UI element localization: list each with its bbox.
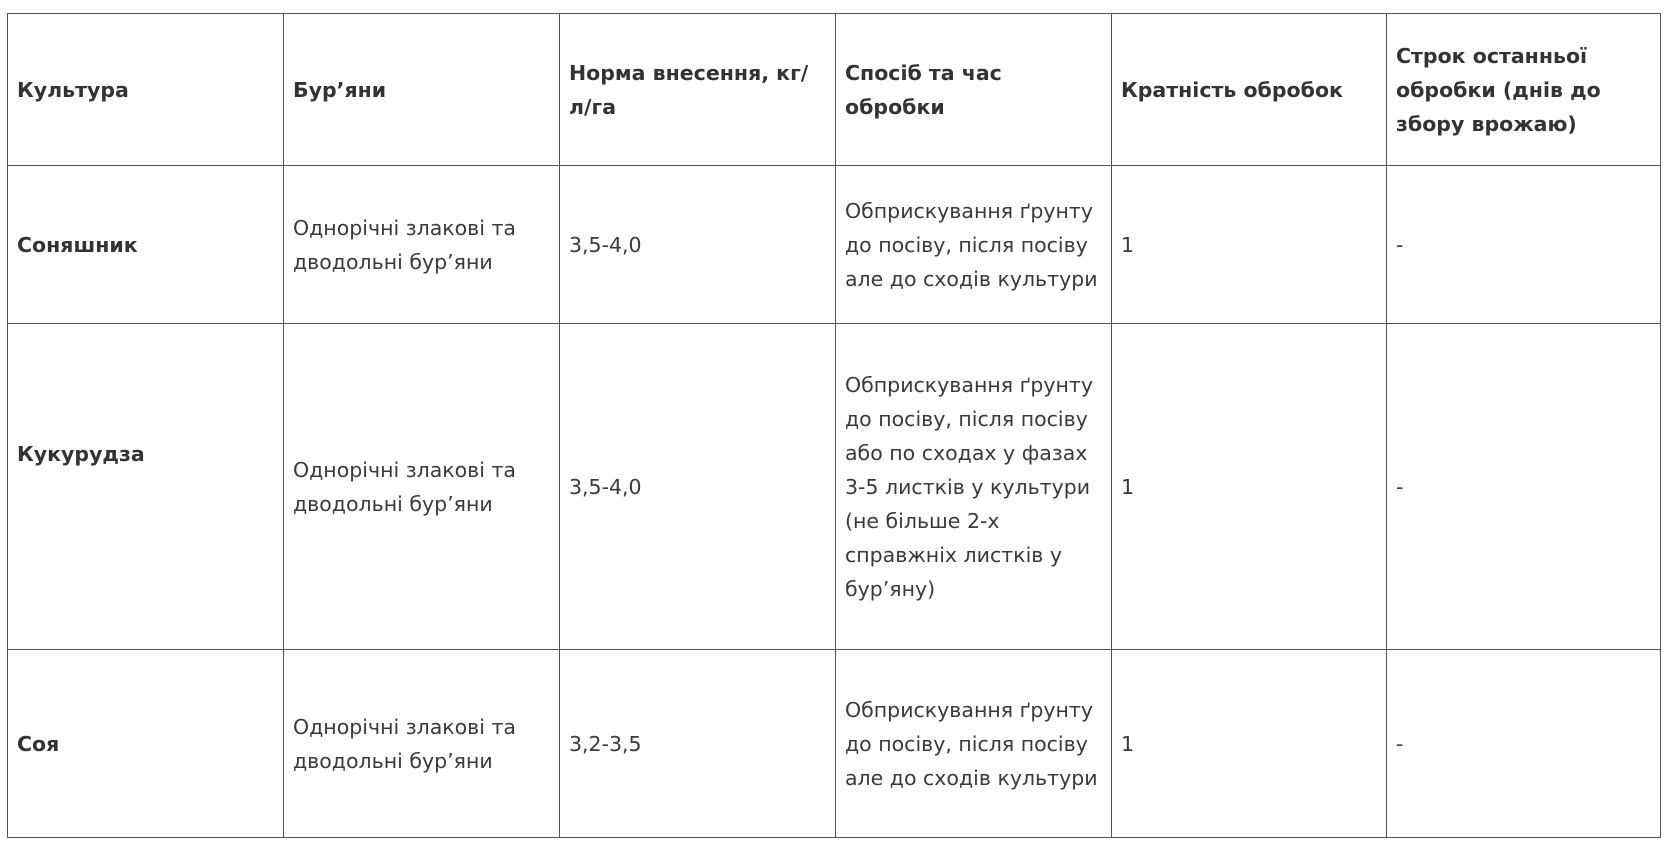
header-weeds: Бур’яни <box>284 14 560 166</box>
cell-method: Обприскування ґрунту до посіву, після посіву або по сходах у фазах 3-5 листків у культури (не більше 2-х справжніх листків у бур’яну) <box>836 324 1112 650</box>
cell-crop: Соя <box>8 650 284 838</box>
clipped-heading-fragment <box>0 0 1666 4</box>
table-row <box>8 166 1661 324</box>
cell-frequency: 1 <box>1112 166 1387 324</box>
cell-crop <box>8 324 284 650</box>
header-row <box>8 14 1661 166</box>
cell-last-treatment: - <box>1387 324 1661 650</box>
cell-method: Обприскування ґрунту до посіву, після посіву але до сходів культури <box>836 650 1112 838</box>
header-frequency: Кратність обробок <box>1112 14 1387 166</box>
cell-method: Обприскування ґрунту до посіву, після посіву але до сходів культури <box>836 166 1112 324</box>
table-body <box>8 166 1661 838</box>
cell-rate: 3,5-4,0 <box>560 324 836 650</box>
header-last-treatment: Строк останньої обробки (днів до збору врожаю) <box>1387 14 1661 166</box>
header-rate: Норма внесення, кг/л/га <box>560 14 836 166</box>
cell-last-treatment: - <box>1387 650 1661 838</box>
table-row <box>8 650 1661 838</box>
header-method: Спосіб та час обробки <box>836 14 1112 166</box>
cell-last-treatment: - <box>1387 166 1661 324</box>
cell-rate: 3,5-4,0 <box>560 166 836 324</box>
cell-rate: 3,2-3,5 <box>560 650 836 838</box>
header-crop: Культура <box>8 14 284 166</box>
cell-frequency: 1 <box>1112 324 1387 650</box>
table-row <box>8 324 1661 650</box>
cell-crop-text: Кукурудза <box>17 441 145 466</box>
cell-weeds: Однорічні злакові та дводольні бур’яни <box>284 650 560 838</box>
table-header <box>8 14 1661 166</box>
cell-frequency: 1 <box>1112 650 1387 838</box>
cell-crop: Соняшник <box>8 166 284 324</box>
registration-table <box>7 13 1661 838</box>
cell-weeds: Однорічні злакові та дводольні бур’яни <box>284 166 560 324</box>
cell-weeds: Однорічні злакові та дводольні бур’яни <box>284 324 560 650</box>
